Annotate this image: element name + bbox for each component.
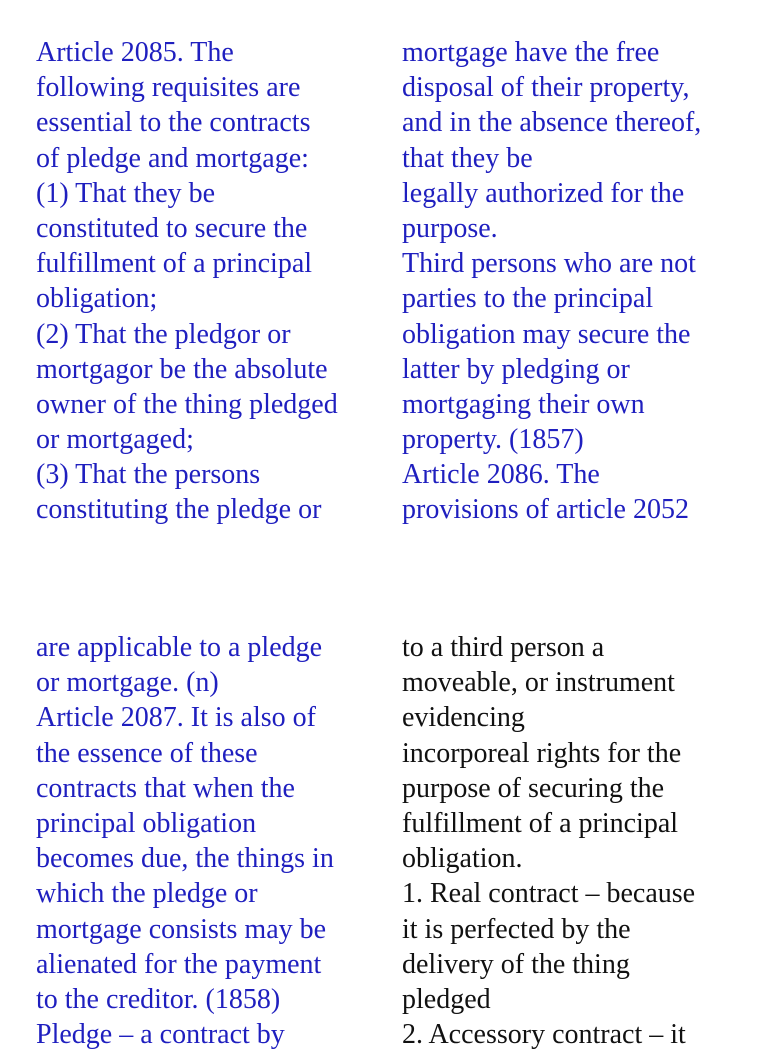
text-line: mortgage have the free	[402, 37, 660, 68]
text-line: purpose.	[402, 212, 498, 244]
text-line: (1) That they be	[36, 177, 216, 209]
text-line: contracts that when the	[36, 772, 295, 804]
text-line: mortgage consists may be	[36, 913, 327, 945]
text-line: mortgagor be the absolute	[36, 353, 328, 385]
text-line: obligation may secure the	[402, 318, 691, 350]
text-line: property. (1857)	[402, 424, 584, 456]
text-line: principal obligation	[36, 807, 257, 839]
text-line: owner of the thing pledged	[36, 388, 338, 420]
text-line: fulfillment of a principal	[36, 248, 313, 280]
text-line: to a third person a	[402, 632, 605, 663]
text-line: alienated for the payment	[36, 948, 322, 980]
text-column-bottom-left	[36, 630, 381, 1052]
text-line: delivery of the thing	[402, 948, 630, 980]
text-line: mortgaging their own	[402, 388, 645, 420]
text-line: or mortgaged;	[36, 424, 194, 456]
text-line: 2. Accessory contract – it	[402, 1019, 686, 1051]
text-line: Third persons who are not	[402, 248, 696, 280]
text-line: disposal of their property,	[402, 72, 690, 104]
text-line: 1. Real contract – because	[402, 878, 696, 910]
text-line: of pledge and mortgage:	[36, 142, 309, 174]
text-line: are applicable to a pledge	[36, 632, 323, 663]
text-line: latter by pledging or	[402, 353, 630, 385]
text-line: essential to the contracts	[36, 107, 311, 139]
text-line: moveable, or instrument	[402, 667, 675, 699]
text-line: and in the absence thereof,	[402, 107, 702, 139]
text-line: fulfillment of a principal	[402, 807, 679, 839]
text-line: legally authorized for the	[402, 177, 685, 209]
text-column-top-left	[36, 35, 381, 528]
text-line: that they be	[402, 142, 533, 174]
text-line: following requisites are	[36, 72, 301, 104]
text-line: to the creditor. (1858)	[36, 983, 281, 1015]
text-line: or mortgage. (n)	[36, 667, 219, 699]
text-column-bottom-right	[402, 630, 747, 1052]
text-line: purpose of securing the	[402, 772, 665, 804]
text-line: becomes due, the things in	[36, 843, 334, 875]
text-line: the essence of these	[36, 737, 258, 769]
text-line: evidencing	[402, 702, 525, 734]
text-line: obligation.	[402, 843, 523, 875]
text-line: (2) That the pledgor or	[36, 318, 291, 350]
text-column-top-right	[402, 35, 747, 528]
text-line: incorporeal rights for the	[402, 737, 682, 769]
text-line: it is perfected by the	[402, 913, 631, 945]
text-line: which the pledge or	[36, 878, 258, 910]
text-line: constituting the pledge or	[36, 494, 322, 526]
text-line: obligation;	[36, 283, 158, 315]
text-line: (3) That the persons	[36, 459, 261, 491]
text-line: Article 2087. It is also of	[36, 702, 316, 734]
text-line: pledged	[402, 983, 491, 1015]
text-line: Article 2085. The	[36, 37, 234, 68]
text-line: provisions of article 2052	[402, 494, 689, 526]
text-line: parties to the principal	[402, 283, 654, 315]
text-line: Article 2086. The	[402, 459, 600, 491]
text-line: constituted to secure the	[36, 212, 308, 244]
text-line: Pledge – a contract by	[36, 1019, 285, 1051]
